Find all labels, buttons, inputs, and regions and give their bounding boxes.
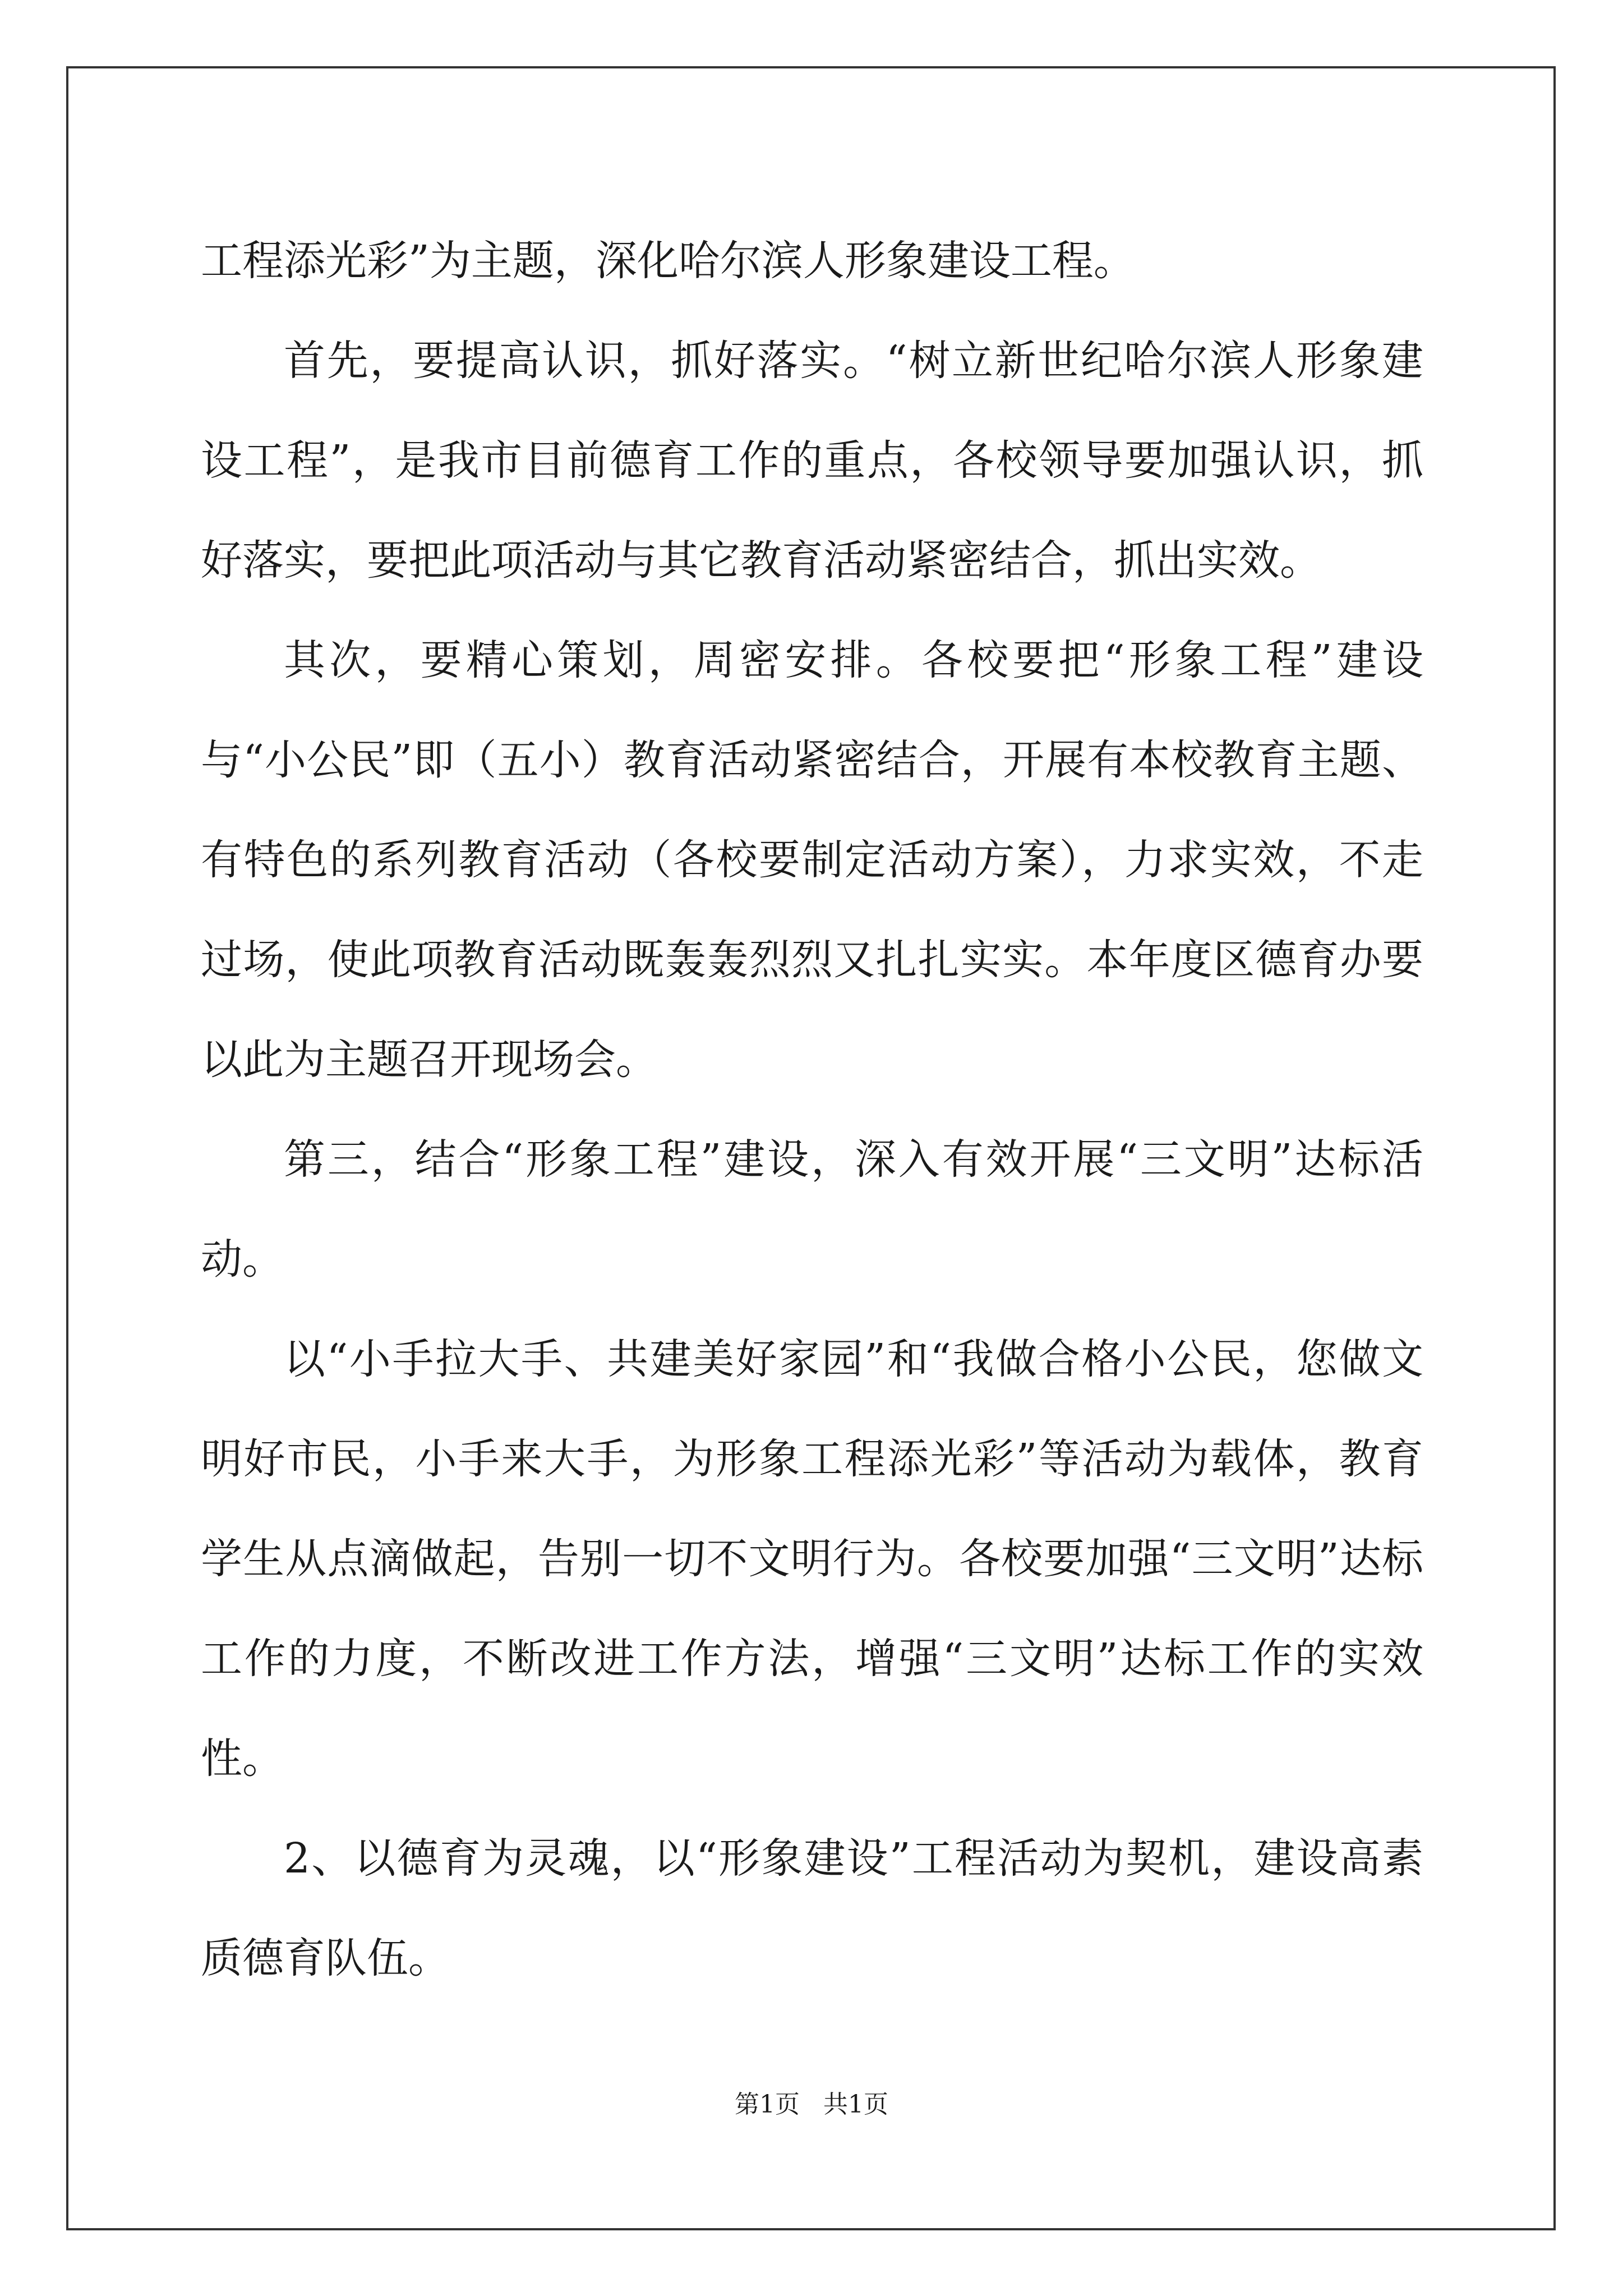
page-total: 共1页 [823,2090,888,2119]
paragraph-6: 2、以德育为灵魂，以“形象建设”工程活动为契机，建设高素质德育队伍。 [201,1834,1423,1982]
document-body [201,211,1423,2008]
paragraph-3: 其次，要精心策划，周密安排。各校要把“形象工程”建设与“小公民”即（五小）教育活动紧密结合，开展有本校教育主题、有特色的系列教育活动（各校要制定活动方案），力求实效，不走过场，使此项教育活动既轰轰烈烈又扎扎实实。本年度区德育办要以此为主题召开现场会。 [201,636,1423,1084]
paragraph-2: 首先，要提高认识，抓好落实。“树立新世纪哈尔滨人形象建设工程”，是我市目前德育工作的重点，各校领导要加强认识，抓好落实，要把此项活动与其它教育活动紧密结合，抓出实效。 [201,337,1423,585]
page-number: 第1页 [735,2090,800,2119]
page-footer [0,2088,1623,2122]
paragraph-4: 第三，结合“形象工程”建设，深入有效开展“三文明”达标活动。 [201,1135,1423,1283]
paragraph-1: 工程添光彩”为主题，深化哈尔滨人形象建设工程。 [201,237,1135,285]
paragraph-5: 以“小手拉大手、共建美好家园”和“我做合格小公民，您做文明好市民，小手来大手，为形象工程添光彩”等活动为载体，教育学生从点滴做起，告别一切不文明行为。各校要加强“三文明”达标工作的力度，不断改进工作方法，增强“三文明”达标工作的实效性。 [201,1335,1423,1783]
